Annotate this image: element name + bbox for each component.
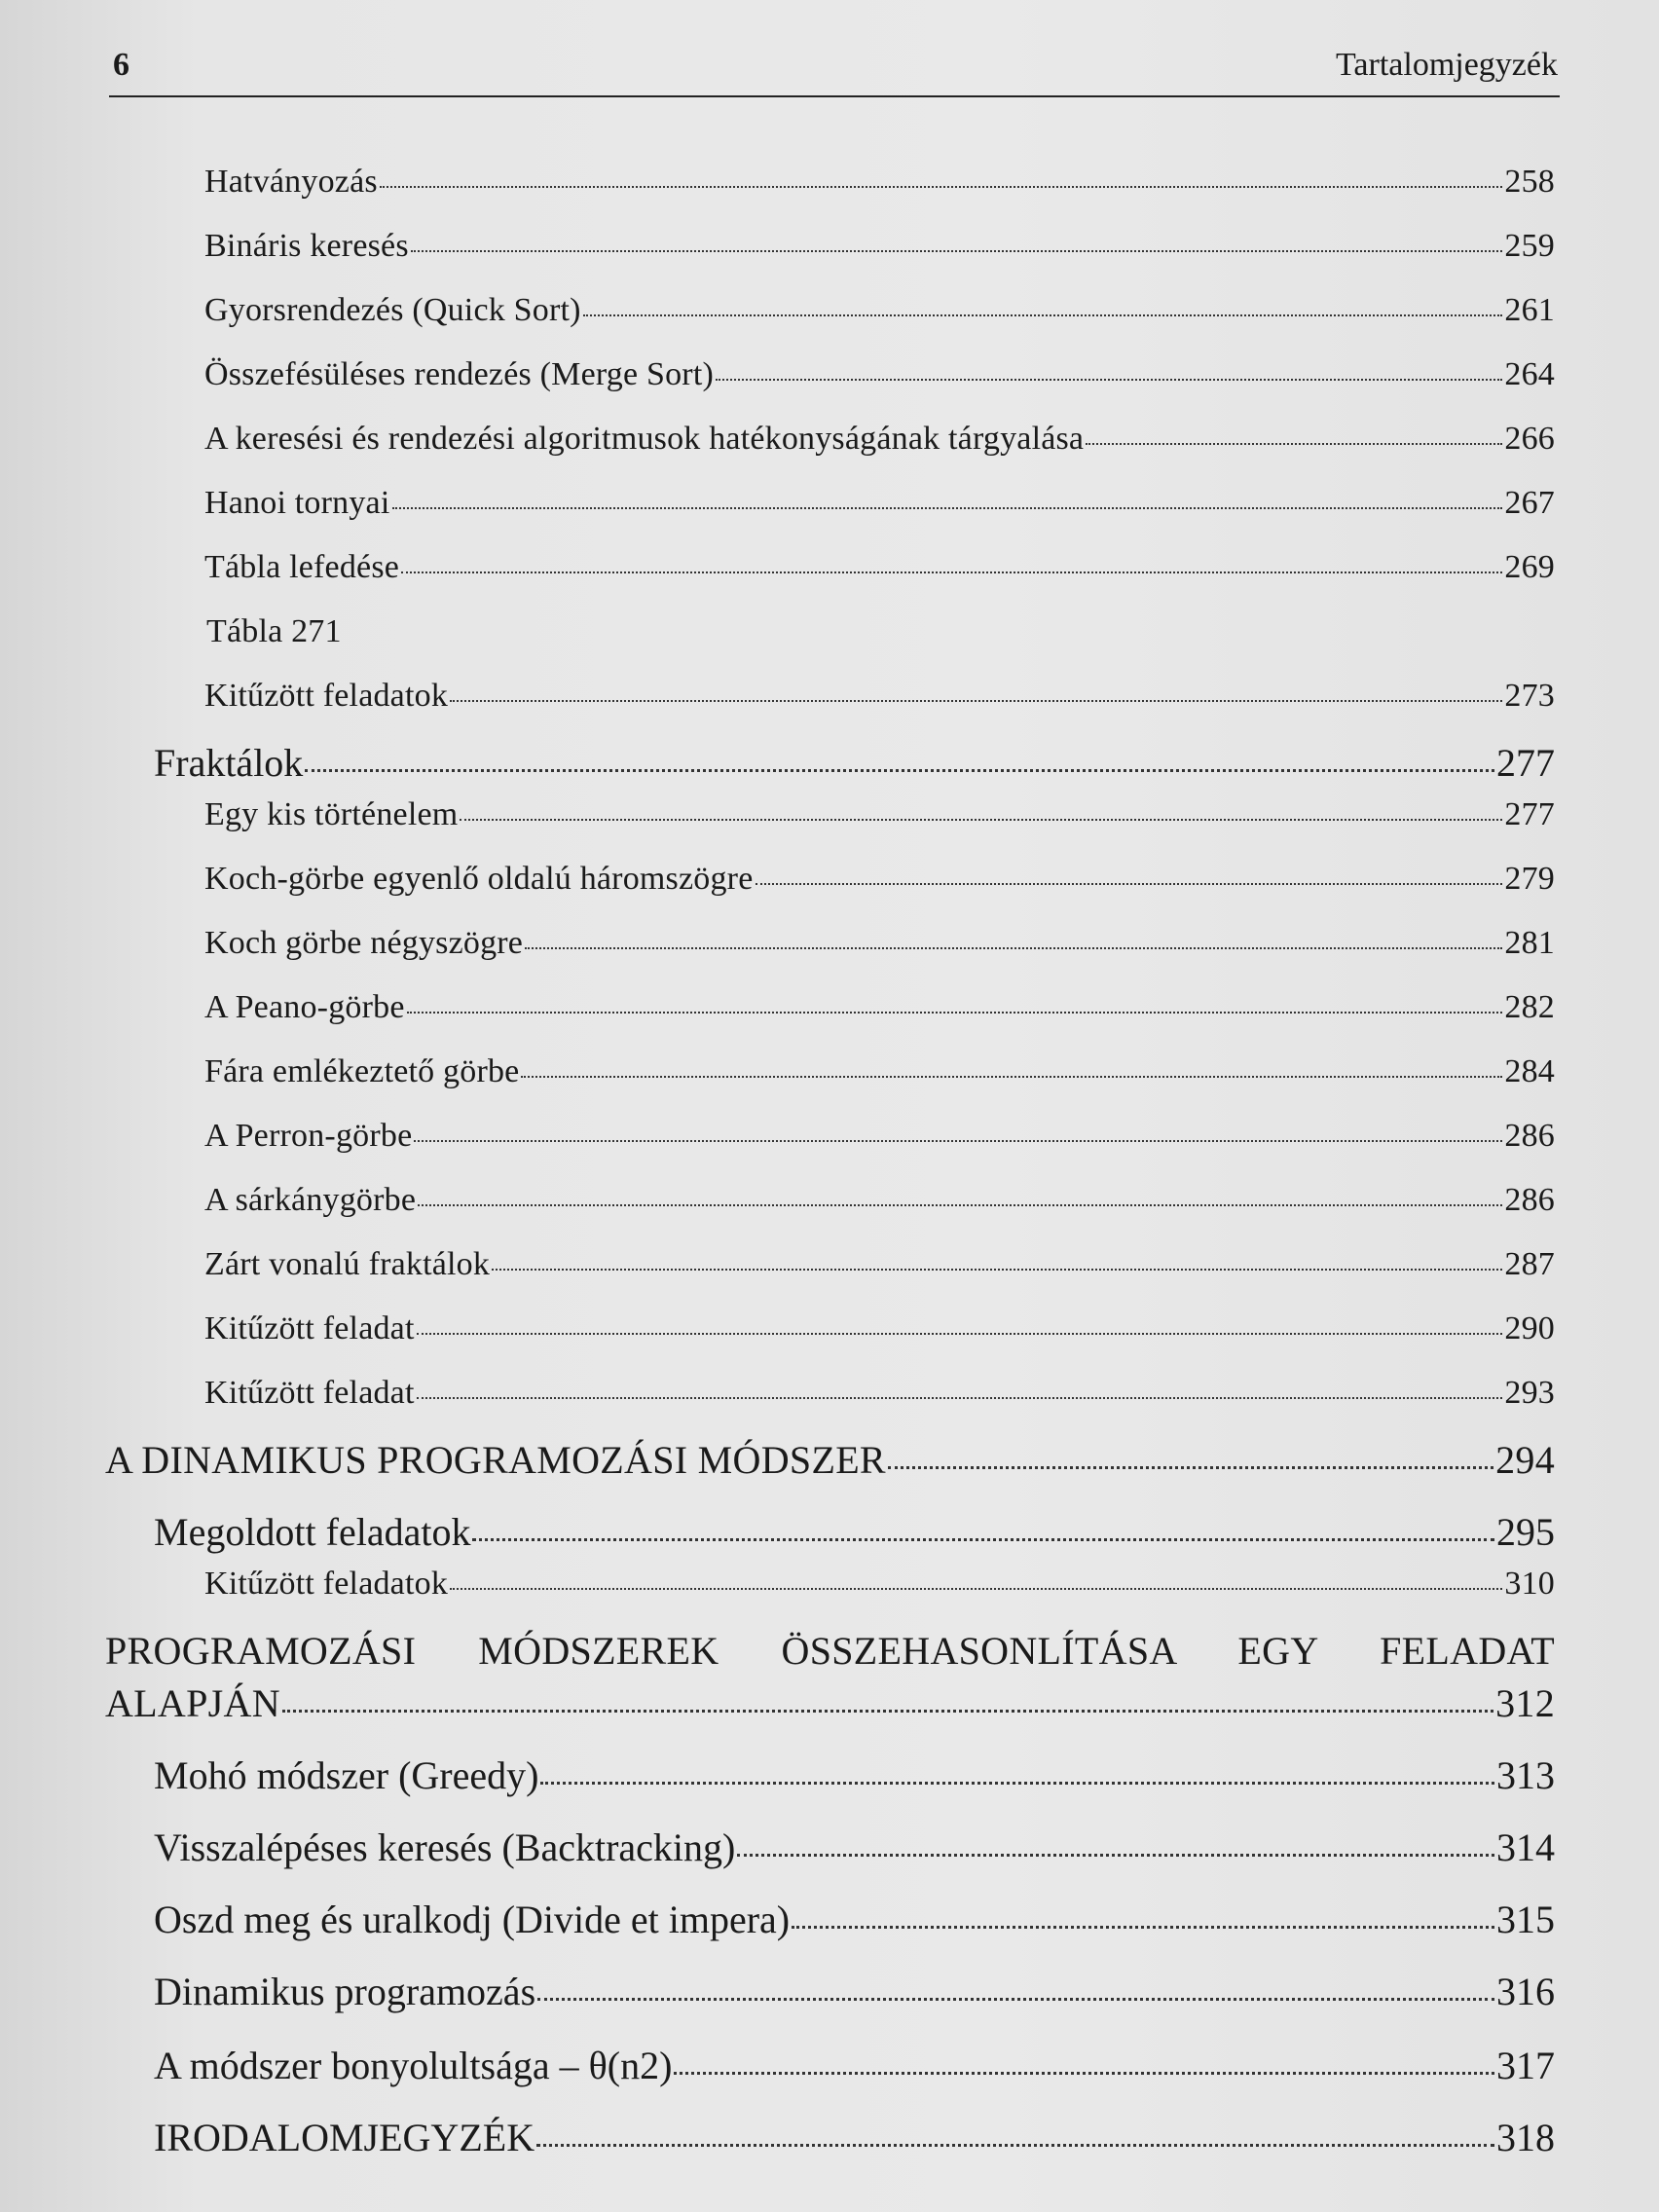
- toc-entry-page: 310: [1504, 1566, 1555, 1602]
- toc-entry-title: A keresési és rendezési algoritmusok hatékonyságának tárgyalása: [204, 421, 1085, 457]
- toc-entry-title: Egy kis történelem: [204, 796, 459, 832]
- toc-entry-title: Kitűzött feladatok: [204, 678, 449, 714]
- dot-leader: [537, 1994, 1494, 2001]
- dot-leader: [418, 1200, 1502, 1206]
- toc-entry-title: A Perron-görbe: [204, 1118, 413, 1154]
- toc-entry: [154, 1825, 1555, 1870]
- toc-entry-title: Kitűzött feladatok: [204, 1566, 449, 1602]
- dot-leader: [460, 815, 1502, 821]
- dot-leader: [407, 1008, 1503, 1014]
- toc-entry: [204, 796, 1555, 833]
- toc-entry-page: 316: [1496, 1970, 1555, 2013]
- dot-leader: [888, 1462, 1493, 1469]
- toc-entry-page: 277: [1504, 796, 1555, 832]
- dot-leader: [792, 1922, 1494, 1929]
- dot-leader: [756, 879, 1503, 885]
- toc-entry-title: Visszalépéses keresés (Backtracking): [154, 1825, 736, 1869]
- toc-entry-title: Gyorsrendezés (Quick Sort): [204, 292, 581, 328]
- toc-entry-title: Koch görbe négyszögre: [204, 925, 524, 961]
- toc-entry-title: Koch-görbe egyenlő oldalú háromszögre: [204, 861, 754, 897]
- dot-leader: [450, 696, 1502, 702]
- page-header: [109, 47, 1560, 97]
- toc-entry-page: 315: [1496, 1898, 1555, 1941]
- dot-leader: [450, 1584, 1502, 1590]
- toc-entry-title: Megoldott feladatok: [154, 1510, 471, 1554]
- toc-entry: [204, 485, 1555, 522]
- toc-entry-page: 277: [1496, 741, 1555, 785]
- toc-entry-page: 312: [1495, 1681, 1555, 1725]
- toc-entry-title: A sárkánygörbe: [204, 1182, 417, 1218]
- dot-leader: [583, 311, 1503, 316]
- toc-entry-title: Mohó módszer (Greedy): [154, 1753, 539, 1797]
- toc-entry-title: Tábla lefedése: [204, 549, 400, 585]
- toc-entry: [154, 740, 1555, 786]
- dot-leader: [380, 182, 1503, 188]
- toc-entry: [154, 1897, 1555, 1942]
- dot-leader: [472, 1534, 1494, 1541]
- toc-entry-page: 293: [1504, 1375, 1555, 1411]
- dot-leader: [392, 503, 1503, 509]
- toc-entry-page: 318: [1496, 2116, 1555, 2159]
- toc-entry: [154, 2043, 1555, 2088]
- toc-entry-page: 267: [1504, 485, 1555, 521]
- toc-entry: [204, 1053, 1555, 1090]
- dot-leader: [414, 1136, 1502, 1142]
- toc-entry: [204, 356, 1555, 393]
- toc-entry: [154, 1509, 1555, 1555]
- dot-leader: [411, 246, 1503, 252]
- toc-entry: [204, 1246, 1555, 1283]
- dot-leader: [401, 568, 1502, 573]
- toc-entry-page: 259: [1504, 228, 1555, 264]
- dot-leader: [305, 765, 1494, 772]
- toc-entry-title: Kitűzött feladat: [204, 1375, 415, 1411]
- dot-leader: [417, 1329, 1503, 1335]
- toc-entry: [154, 2115, 1555, 2160]
- toc-entry: [204, 989, 1555, 1026]
- toc-entry-title: Tábla 271: [206, 613, 342, 649]
- dot-leader: [525, 943, 1502, 949]
- dot-leader: [536, 2140, 1494, 2147]
- toc-entry-page: 286: [1504, 1182, 1555, 1218]
- toc-entry-page: 258: [1504, 164, 1555, 200]
- toc-entry-title-line2: ALAPJÁN: [105, 1681, 280, 1725]
- toc-entry-title: Fraktálok: [154, 741, 304, 785]
- toc-entry-title: Bináris keresés: [204, 228, 409, 264]
- toc-entry: [204, 228, 1555, 265]
- dot-leader: [674, 2068, 1494, 2075]
- dot-leader: [417, 1393, 1503, 1399]
- toc-entry-page: 284: [1504, 1053, 1555, 1089]
- toc-entry-title: Hatványozás: [204, 164, 378, 200]
- toc-entry: [204, 1118, 1555, 1155]
- toc-entry-page: 286: [1504, 1118, 1555, 1154]
- toc-entry-page: 269: [1504, 549, 1555, 585]
- toc-entry: [204, 421, 1555, 458]
- running-head: Tartalomjegyzék: [1336, 47, 1558, 83]
- toc-entry-title: A DINAMIKUS PROGRAMOZÁSI MÓDSZER: [105, 1438, 886, 1482]
- toc-entry-title: Fára emlékeztető görbe: [204, 1053, 520, 1089]
- toc-entry: [204, 164, 1555, 201]
- toc-entry-page: 314: [1496, 1825, 1555, 1869]
- toc-entry: [204, 292, 1555, 329]
- dot-leader: [282, 1706, 1493, 1713]
- dot-leader: [540, 1778, 1494, 1785]
- toc-entry: [204, 1310, 1555, 1347]
- toc-entry: [105, 1437, 1555, 1483]
- toc-entry-title: Oszd meg és uralkodj (Divide et impera): [154, 1898, 791, 1941]
- toc-entry-page: 261: [1504, 292, 1555, 328]
- toc-entry: [204, 1566, 1555, 1603]
- toc-entry-page: 273: [1504, 678, 1555, 714]
- toc-entry-page: 279: [1504, 861, 1555, 897]
- toc-entry-title: Kitűzött feladat: [204, 1310, 415, 1346]
- toc-entry-page: 290: [1504, 1310, 1555, 1346]
- dot-leader: [737, 1850, 1494, 1857]
- toc-entry-page: 281: [1504, 925, 1555, 961]
- toc-entry-page: 294: [1495, 1438, 1555, 1482]
- toc-entry: [204, 925, 1555, 962]
- toc-entry-title: Hanoi tornyai: [204, 485, 390, 521]
- toc-entry-page: 264: [1504, 356, 1555, 392]
- toc-entry-title: A módszer bonyolultsága – θ(n2): [154, 2044, 673, 2087]
- dot-leader: [1086, 439, 1502, 445]
- toc-entry-title: A Peano-görbe: [204, 989, 405, 1025]
- toc-entry-title-line1: PROGRAMOZÁSI MÓDSZEREK ÖSSZEHASONLÍTÁSA EGY FELADAT: [105, 1629, 1555, 1673]
- toc-entry-title: Dinamikus programozás: [154, 1970, 536, 2013]
- toc-entry: [204, 678, 1555, 715]
- toc-entry: [154, 1752, 1555, 1798]
- toc-entry-title: IRODALOMJEGYZÉK: [154, 2116, 535, 2159]
- dot-leader: [521, 1072, 1502, 1078]
- toc-entry-page: 266: [1504, 421, 1555, 457]
- toc-entry-page: 287: [1504, 1246, 1555, 1282]
- toc-entry-title: Zárt vonalú fraktálok: [204, 1246, 491, 1282]
- toc-entry-page: 282: [1504, 989, 1555, 1025]
- toc-entry-page: 317: [1496, 2044, 1555, 2087]
- toc-entry: [154, 1969, 1555, 2014]
- toc-entry: [204, 549, 1555, 586]
- toc-entry-page: 313: [1496, 1753, 1555, 1797]
- toc-entry-title: Összefésüléses rendezés (Merge Sort): [204, 356, 714, 392]
- toc-entry: [204, 861, 1555, 898]
- toc-entry: [204, 1182, 1555, 1219]
- dot-leader: [716, 375, 1502, 381]
- toc-entry-page: 295: [1496, 1510, 1555, 1554]
- page-number: 6: [113, 47, 129, 83]
- toc-entry: [204, 1375, 1555, 1412]
- toc-entry: [105, 1680, 1555, 1726]
- dot-leader: [492, 1265, 1502, 1271]
